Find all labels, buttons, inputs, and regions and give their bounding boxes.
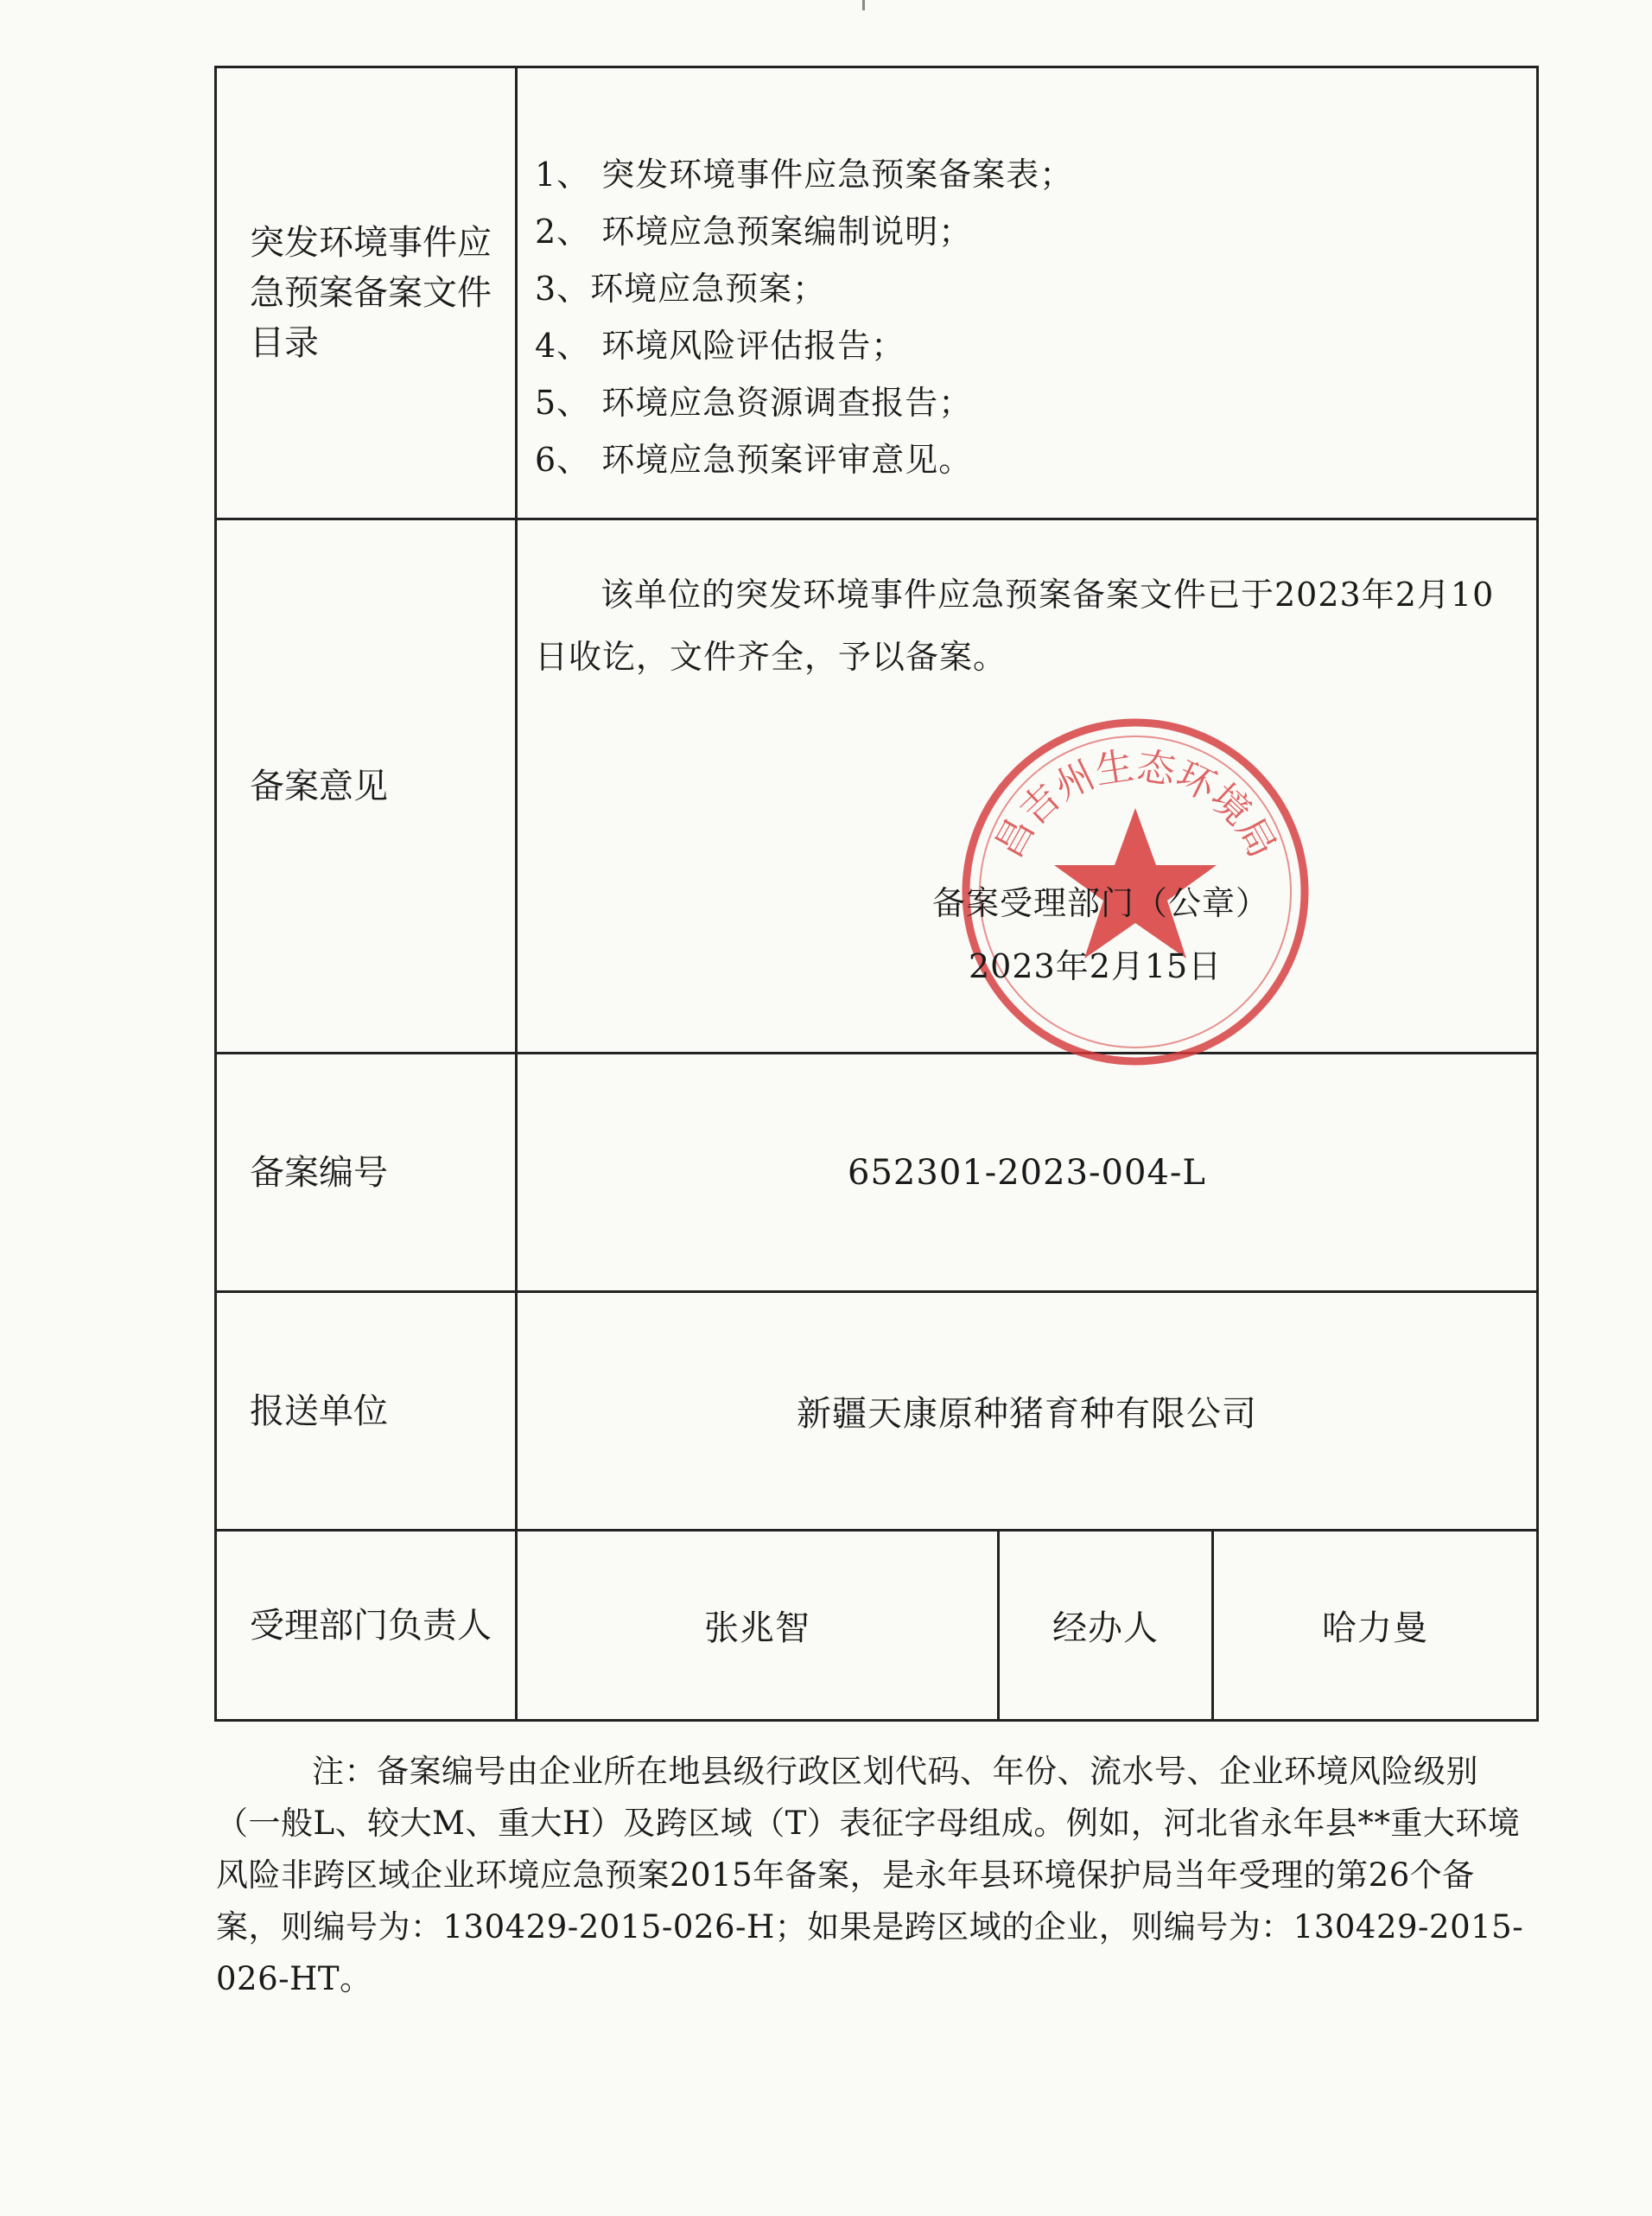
submitting-unit-row	[216, 1292, 1538, 1531]
opinion-label: 备案意见	[216, 519, 517, 1054]
catalog-cell	[517, 67, 1538, 519]
opinion-cell	[517, 519, 1538, 1054]
scan-mark	[862, 0, 865, 10]
catalog-list	[518, 68, 1536, 488]
record-number-row	[216, 1054, 1538, 1292]
opinion-text: 该单位的突发环境事件应急预案备案文件已于2023年2月10日收讫，文件齐全，予以备案。	[535, 576, 1495, 676]
filing-form-table	[214, 66, 1539, 1722]
catalog-item: 1、 突发环境事件应急预案备案表；	[535, 156, 1074, 194]
responsible-label: 受理部门负责人	[216, 1531, 517, 1721]
record-number-value: 652301-2023-004-L	[517, 1054, 1538, 1292]
catalog-item: 6、 环境应急预案评审意见。	[535, 441, 973, 479]
record-number-label: 备案编号	[216, 1054, 517, 1292]
signature-date: 2023年2月15日	[969, 947, 1223, 985]
seal-text: 昌吉州生态环境局	[986, 743, 1285, 865]
catalog-item: 2、 环境应急预案编制说明；	[535, 213, 973, 251]
catalog-item: 4、 环境风险评估报告；	[535, 327, 905, 365]
submitting-unit-label: 报送单位	[216, 1292, 517, 1531]
handler-label: 经办人	[999, 1531, 1213, 1721]
responsible-row	[216, 1531, 1538, 1721]
responsible-person: 张兆智	[517, 1531, 999, 1721]
submitting-unit-value: 新疆天康原种猪育种有限公司	[517, 1292, 1538, 1531]
catalog-item: 5、 环境应急资源调查报告；	[535, 384, 973, 422]
catalog-label: 突发环境事件应急预案备案文件目录	[216, 67, 517, 519]
signature-department: 备案受理部门（公章）	[932, 884, 1270, 922]
catalog-item: 3、环境应急预案；	[535, 270, 827, 308]
handler-name: 哈力曼	[1213, 1531, 1538, 1721]
catalog-row	[216, 67, 1538, 519]
footnote: 注：备案编号由企业所在地县级行政区划代码、年份、流水号、企业环境风险级别（一般L、较大M、重大H）及跨区域（T）表征字母组成。例如，河北省永年县**重大环境风险非跨区域企业环境应急预案2015年备案，是永年县环境保护局当年受理的第26个备案，则编号为：130429-2015-026-H；如果是跨区域的企业，则编号为：130429-2015-026-HT。	[216, 1753, 1524, 1997]
opinion-row	[216, 519, 1538, 1054]
